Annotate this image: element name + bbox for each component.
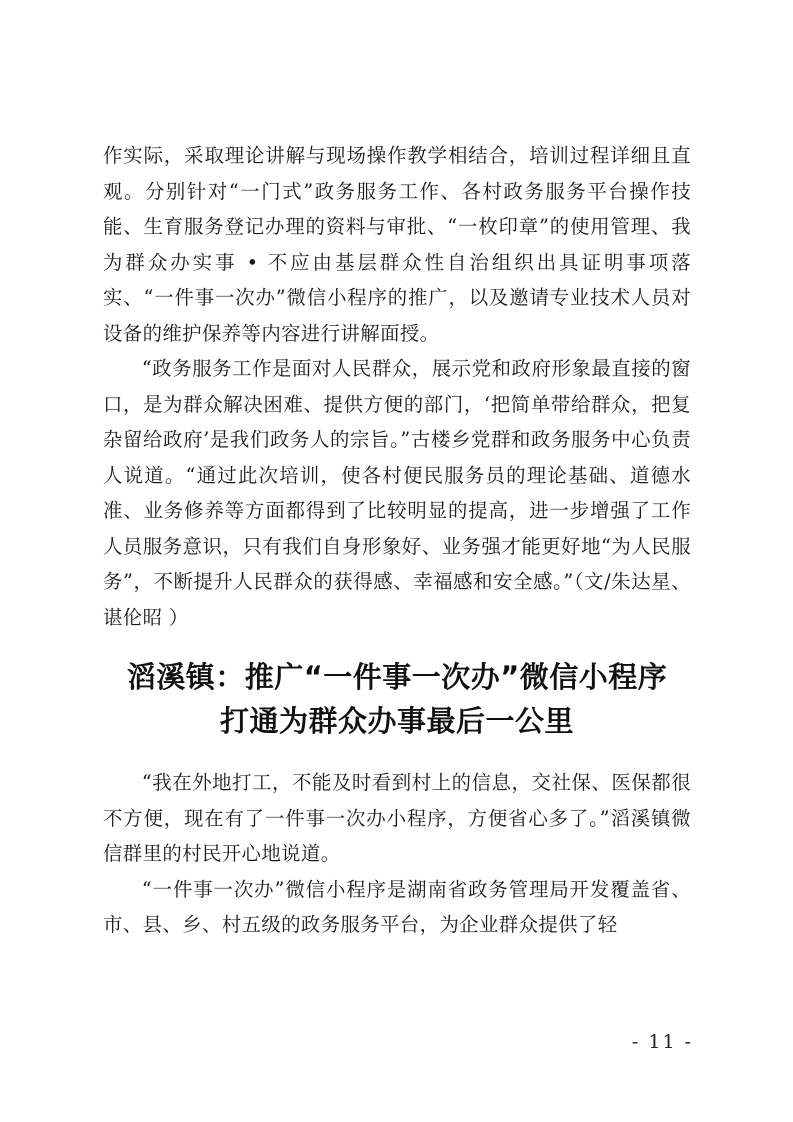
paragraph-training-content: 作实际，采取理论讲解与现场操作教学相结合，培训过程详细且直观。分别针对“一门式”政务服务工作、各村政务服务平台操作技能、生育服务登记办理的资料与审批、“一枚印章”的使用管理、我为群众办实事 • 不应由基层群众性自治组织出具证明事项落实、“一件事一次办”微信小程序的推广，以及邀请专业技术人员对设备的维护保养等内容进行讲解面授。 <box>103 144 691 345</box>
page-number: - 11 - <box>631 1031 693 1053</box>
paragraph-mini-program-intro: “一件事一次办”微信小程序是湖南省政务管理局开发覆盖省、市、县、乡、村五级的政务服务平台，为企业群众提供了轻 <box>103 877 691 936</box>
article-title <box>103 655 691 743</box>
paragraph-quote-gulou: “政务服务工作是面对人民群众，展示党和政府形象最直接的窗口，是为群众解决困难、提供方便的部门，‘把简单带给群众，把复杂留给政府’是我们政务人的宗旨。”古楼乡党群和政务服务中心负责人说道。“通过此次培训，使各村便民服务员的理论基础、道德水准、业务修养等方面都得到了比较明显的提高，进一步增强了工作人员服务意识，只有我们自身形象好、业务强才能更好地“为人民服务”，不断提升人民群众的获得感、幸福感和安全感。”（文/朱达星、谌伦昭 ） <box>103 357 691 629</box>
document-body <box>103 138 691 943</box>
paragraph-villager-quote: “我在外地打工，不能及时看到村上的信息，交社保、医保都很不方便，现在有了一件事一次办小程序，方便省心多了。”滔溪镇微信群里的村民开心地说道。 <box>103 771 691 865</box>
article-title-line-2: 打通为群众办事最后一公里 <box>219 704 574 738</box>
article-title-line-1: 滔溪镇：推广“一件事一次办”微信小程序 <box>126 660 668 694</box>
